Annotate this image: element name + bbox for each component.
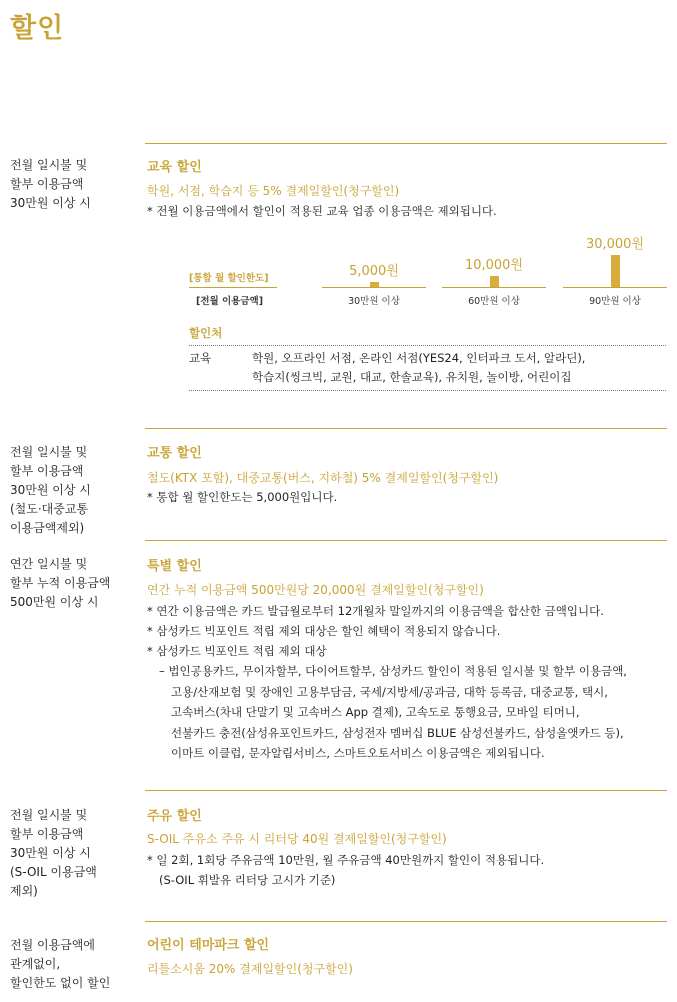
condition-line: 이용금액제외)	[10, 521, 85, 535]
stores-bottom-divider	[189, 390, 666, 391]
condition-line: 전월 일시불 및	[10, 158, 88, 172]
condition-line: 연간 일시불 및	[10, 557, 88, 571]
section-divider	[145, 540, 667, 541]
exclusion-line: 이마트 이클럽, 문자알림서비스, 스마트오토서비스 이용금액은 제외됩니다.	[171, 746, 545, 760]
condition-line: 500만원 이상 시	[10, 595, 99, 609]
condition-line: 제외)	[10, 884, 38, 898]
chart-baseline	[442, 287, 546, 288]
themepark-desc: 리틀소시움 20% 결제일할인(청구할인)	[147, 962, 353, 976]
oil-title: 주유 할인	[147, 809, 202, 824]
chart-value-label: 30,000원	[585, 237, 645, 252]
oil-notes	[147, 850, 544, 890]
chart-value-label: 10,000원	[464, 258, 524, 273]
special-note-line: * 연간 이용금액은 카드 발급월로부터 12개월차 말일까지의 이용금액을 합산한 금액입니다.	[147, 604, 604, 618]
special-exclusions	[159, 661, 627, 764]
stores-line: 학원, 오프라인 서점, 온라인 서점(YES24, 인터파크 도서, 알라딘),	[252, 351, 586, 365]
transport-condition	[10, 443, 91, 538]
chart-bar	[611, 255, 620, 287]
condition-line: 30만원 이상 시	[10, 846, 91, 860]
themepark-condition	[10, 936, 110, 993]
special-desc: 연간 누적 이용금액 500만원당 20,000원 결제일할인(청구할인)	[147, 583, 484, 597]
section-divider	[145, 790, 667, 791]
condition-line: 30만원 이상 시	[10, 196, 91, 210]
chart-bar	[490, 276, 499, 287]
chart-amount-label: [전월 이용금액]	[196, 296, 264, 307]
condition-line: 할부 이용금액	[10, 464, 84, 478]
special-title: 특별 할인	[147, 559, 202, 574]
oil-note-line: (S-OIL 휘발유 리터당 고시가 기준)	[159, 873, 336, 887]
education-note: * 전월 이용금액에서 할인이 적용된 교육 업종 이용금액은 제외됩니다.	[147, 204, 497, 218]
chart-baseline	[322, 287, 426, 288]
special-condition	[10, 555, 110, 612]
condition-line: (S-OIL 이용금액	[10, 865, 97, 879]
section-divider	[145, 143, 667, 144]
condition-line: 전월 일시불 및	[10, 808, 88, 822]
oil-desc: S-OIL 주유소 주유 시 리터당 40원 결제일할인(청구할인)	[147, 832, 447, 846]
condition-line: 할부 이용금액	[10, 827, 84, 841]
chart-baseline	[563, 287, 667, 288]
special-notes	[147, 601, 604, 661]
page-title: 할인	[10, 13, 65, 44]
stores-category: 교육	[189, 351, 212, 365]
chart-baseline	[189, 287, 277, 288]
condition-line: 할인한도 없이 할인	[10, 976, 111, 990]
chart-threshold-label: 30만원 이상	[348, 296, 400, 307]
section-divider	[145, 921, 667, 922]
stores-top-divider	[189, 345, 666, 346]
section-divider	[145, 428, 667, 429]
transport-title: 교통 할인	[147, 446, 202, 461]
education-title: 교육 할인	[147, 160, 202, 175]
education-desc: 학원, 서점, 학습지 등 5% 결제일할인(청구할인)	[147, 184, 400, 198]
transport-note: * 통합 월 할인한도는 5,000원입니다.	[147, 490, 338, 504]
transport-desc: 철도(KTX 포함), 대중교통(버스, 지하철) 5% 결제일할인(청구할인)	[147, 471, 499, 485]
exclusion-line: – 법인공용카드, 무이자할부, 다이어트할부, 삼성카드 할인이 적용된 일시불 및 할부 이용금액,	[159, 664, 627, 678]
condition-line: 30만원 이상 시	[10, 483, 91, 497]
oil-condition	[10, 806, 97, 901]
condition-line: (철도·대중교통	[10, 502, 89, 516]
exclusion-line: 선불카드 충전(삼성유포인트카드, 삼성전자 멤버십 BLUE 삼성선불카드, 삼성올앳카드 등),	[171, 725, 624, 740]
chart-threshold-label: 90만원 이상	[589, 296, 641, 307]
condition-line: 전월 일시불 및	[10, 445, 88, 459]
condition-line: 전월 이용금액에	[10, 938, 95, 952]
stores-title: 할인처	[189, 326, 223, 340]
stores-list	[252, 349, 585, 387]
stores-line: 학습지(씽크빅, 교원, 대교, 한솔교육), 유치원, 놀이방, 어린이집	[252, 370, 572, 384]
special-note-line: * 삼성카드 빅포인트 적립 제외 대상은 할인 혜택이 적용되지 않습니다.	[147, 624, 501, 638]
chart-bar	[370, 282, 379, 287]
condition-line: 할부 이용금액	[10, 177, 84, 191]
exclusion-line: 고속버스(차내 단말기 및 고속버스 App 결제), 고속도로 통행요금, 모바일 티머니,	[171, 705, 580, 719]
education-condition	[10, 156, 91, 213]
themepark-title: 어린이 테마파크 할인	[147, 938, 270, 953]
oil-note-line: * 일 2회, 1회당 주유금액 10만원, 월 주유금액 40만원까지 할인이 적용됩니다.	[147, 853, 545, 867]
exclusion-line: 고용/산재보험 및 장애인 고용부담금, 국세/지방세/공과금, 대학 등록금, 대중교통, 택시,	[171, 684, 608, 699]
chart-value-label: 5,000원	[349, 264, 399, 279]
condition-line: 할부 누적 이용금액	[10, 576, 111, 590]
chart-threshold-label: 60만원 이상	[468, 296, 520, 307]
condition-line: 관계없이,	[10, 957, 61, 971]
chart-limit-label: [통합 월 할인한도]	[189, 273, 269, 284]
special-note-line: * 삼성카드 빅포인트 적립 제외 대상	[147, 644, 327, 658]
